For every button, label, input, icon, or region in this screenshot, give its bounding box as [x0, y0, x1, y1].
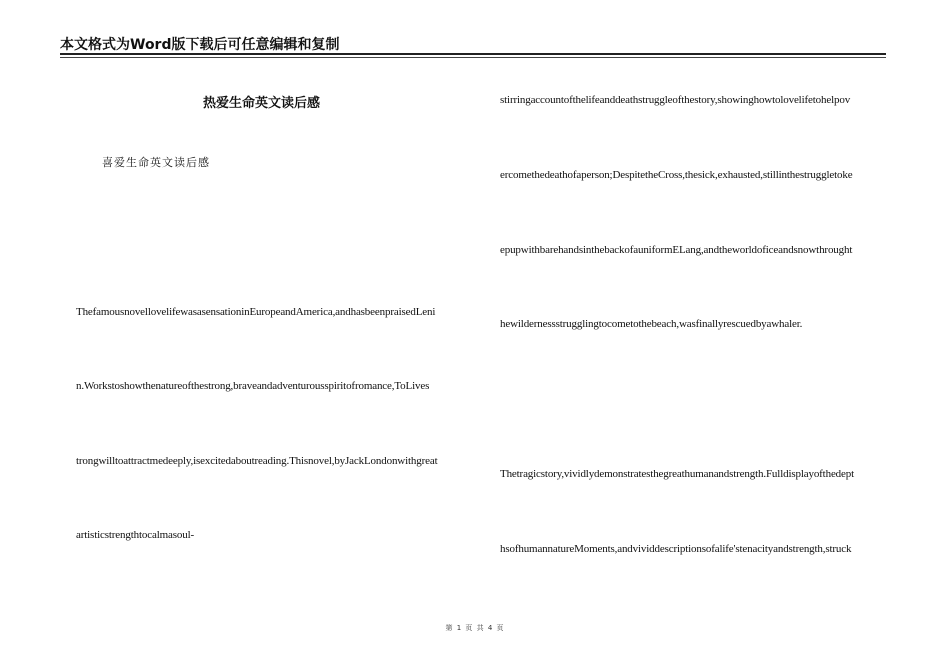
document-title: 热爱生命英文读后感 — [203, 96, 321, 111]
header-text: 本文格式为Word版下载后可任意编辑和复制 — [60, 37, 340, 53]
document-subtitle: 喜爱生命英文读后感 — [102, 156, 210, 169]
right-column-line: epupwithbarehandsinthebackofauniformELang,andtheworldoficeandsnowthrought — [500, 244, 853, 256]
left-column-line: trongwilltoattractmedeeply,isexcitedaboutreading.Thisnovel,byJackLondonwithgreat — [76, 455, 438, 467]
right-column-line: stirringaccountofthelifeanddeathstruggleofthestory,showinghowtolovelifetohelpov — [500, 94, 851, 106]
left-column-line: artisticstrengthtocalmasoul- — [76, 529, 194, 541]
page-number-footer: 第 1 页 共 4 页 — [445, 624, 505, 632]
header-rule-thick — [60, 53, 886, 55]
right-column-line: Thetragicstory,vividlydemonstratesthegreathumanandstrength.Fulldisplayofthedept — [500, 468, 855, 480]
header-rule-thin — [60, 57, 886, 58]
right-column-line: hewildernessstrugglingtocometothebeach,wasfinallyrescuedbyawhaler. — [500, 318, 803, 330]
left-column-line: ThefamousnovellovelifewasasensationinEuropeandAmerica,andhasbeenpraisedLeni — [76, 306, 436, 318]
left-column-line: n.Workstoshowthenatureofthestrong,braveandadventurousspiritofromance,ToLives — [76, 380, 430, 392]
right-column-line: hsofhumannatureMoments,andvividdescriptionsofalife'stenacityandstrength,struck — [500, 543, 852, 555]
right-column-line: ercomethedeathofaperson;DespitetheCross,thesick,exhausted,stillinthestruggletoke — [500, 169, 853, 181]
